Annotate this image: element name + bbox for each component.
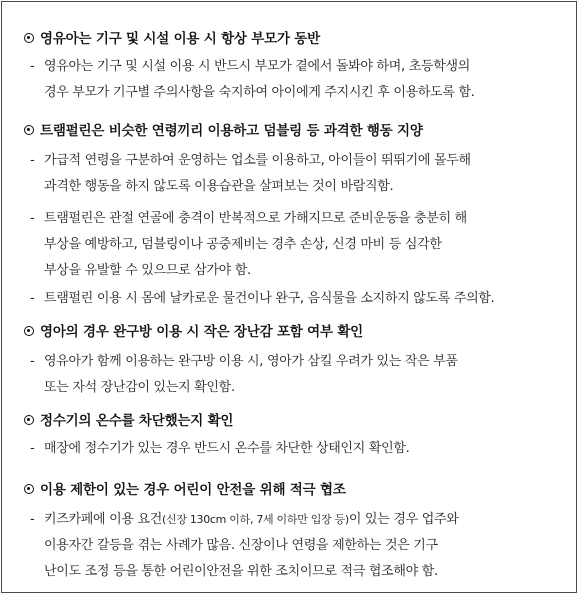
item-line: 가급적 연령을 구분하여 운영하는 업소를 이용하고, 아이들이 뛰뛰기에 몰두해 <box>44 153 471 168</box>
heading-text: 트램펄린은 비슷한 연령끼리 이용하고 덤블링 등 과격한 행동 지양 <box>40 123 423 139</box>
list-item <box>32 349 572 401</box>
heading-text: 이용 제한이 있는 경우 어린이 안전을 위해 적극 협조 <box>40 482 346 498</box>
item-line: 트램펄린 이용 시 몸에 날카로운 물건이나 완구, 음식물을 소지하지 않도록 주의함. <box>44 291 495 306</box>
item-text: 이 있는 경우 업주와 <box>348 512 459 527</box>
circle-bullet-icon <box>24 33 34 43</box>
dash-marker: - <box>30 153 35 168</box>
item-line: 또는 자석 장난감이 있는지 확인함. <box>44 380 235 395</box>
condition-note: (신장 130cm 이하, 7세 이하만 입장 등) <box>162 513 349 526</box>
item-line: 이용자간 갈등을 겪는 사례가 많음. 신장이나 연령을 제한하는 것은 기구 <box>44 538 438 553</box>
list-item <box>32 507 572 585</box>
heading-text: 영유아는 기구 및 시설 이용 시 항상 부모가 동반 <box>40 31 320 47</box>
item-text: 키즈카페에 이용 요건 <box>44 512 162 527</box>
item-line: 영유아가 함께 이용하는 완구방 이용 시, 영아가 삼킬 우려가 있는 작은 부품 <box>44 354 458 369</box>
item-line: 영유아는 기구 및 시설 이용 시 반드시 부모가 곁에서 돌봐야 하며, 초등학생의 <box>44 59 470 74</box>
item-line: 부상을 예방하고, 덤블링이나 공중제비는 경추 손상, 신경 마비 등 심각한 <box>44 237 442 252</box>
dash-marker: - <box>30 291 35 306</box>
list-item <box>32 286 572 312</box>
item-line: 경우 부모가 기구별 주의사항을 숙지하여 아이에게 주지시킨 후 이용하도록 함. <box>44 85 475 100</box>
list-item <box>32 436 572 462</box>
item-line: 트램펄린은 관절 연골에 충격이 반복적으로 가해지므로 준비운동을 충분히 해 <box>44 211 467 226</box>
item-line: 난이도 조정 등을 통한 어린이안전을 위한 조치이므로 적극 협조해야 함. <box>44 564 438 579</box>
dash-marker: - <box>30 59 35 74</box>
dash-marker: - <box>30 512 35 527</box>
circle-bullet-icon <box>24 415 34 425</box>
circle-bullet-icon <box>24 484 34 494</box>
heading-text: 영아의 경우 완구방 이용 시 작은 장난감 포함 여부 확인 <box>40 324 364 340</box>
circle-bullet-icon <box>24 125 34 135</box>
item-line: 과격한 행동을 하지 않도록 이용습관을 살펴보는 것이 바람직함. <box>44 179 394 194</box>
circle-bullet-icon <box>24 326 34 336</box>
list-item <box>32 148 572 200</box>
item-line <box>32 507 572 533</box>
dash-marker: - <box>30 441 35 456</box>
heading-text: 정수기의 온수를 차단했는지 확인 <box>40 413 234 429</box>
dash-marker: - <box>30 354 35 369</box>
item-line: 부상을 유발할 수 있으므로 삼가야 함. <box>44 263 251 278</box>
list-item <box>32 54 572 106</box>
dash-marker: - <box>30 211 35 226</box>
item-line: 매장에 정수기가 있는 경우 반드시 온수를 차단한 상태인지 확인함. <box>44 441 410 456</box>
list-item <box>32 206 572 284</box>
notice-box <box>1 1 577 593</box>
